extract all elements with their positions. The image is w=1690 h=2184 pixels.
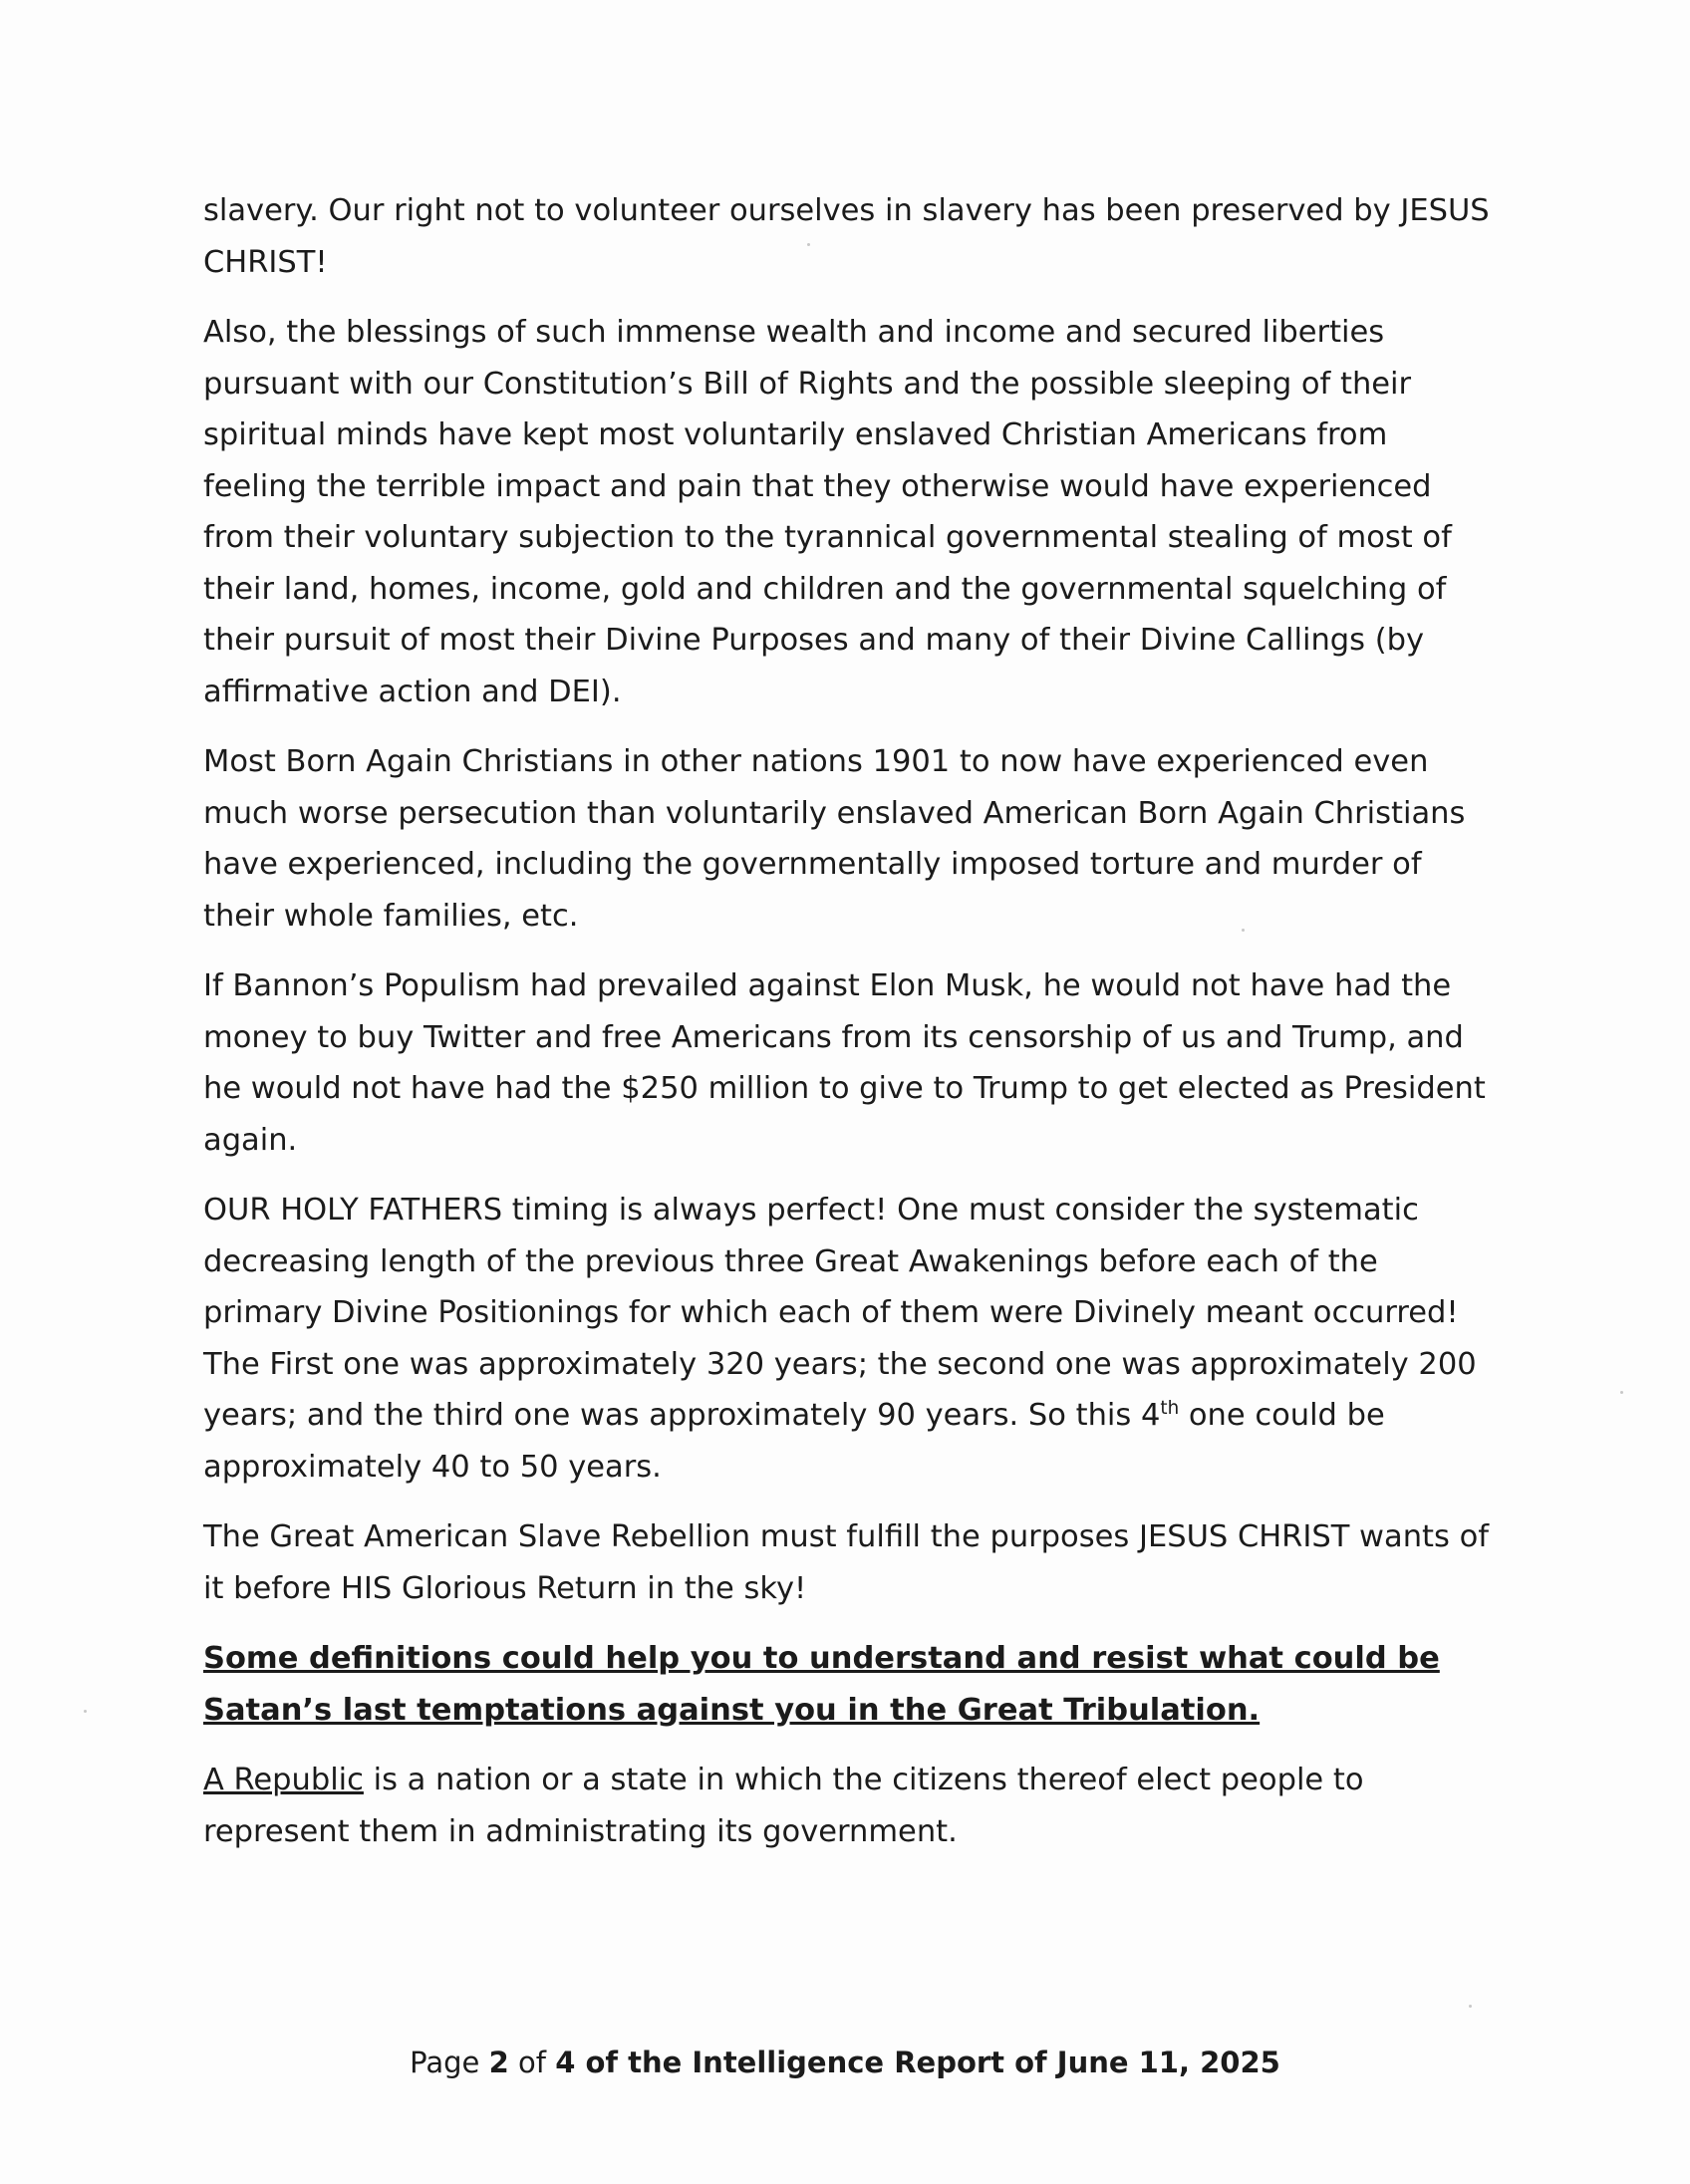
paragraph-bannon: If Bannon’s Populism had prevailed against Elon Musk, he would not have had the money to buy Twitter and free Americans from its censorship of us and Trump, and he would not have had the $250 million to give to Trump to get elected as President again. bbox=[203, 968, 1486, 1158]
scan-speck bbox=[1469, 2005, 1472, 2008]
scan-speck bbox=[807, 243, 810, 246]
body-text bbox=[203, 185, 1499, 1876]
paragraph-rebellion: The Great American Slave Rebellion must fulfill the purposes JESUS CHRIST wants of it before HIS Glorious Return in the sky! bbox=[203, 1519, 1489, 1606]
awakenings-text: OUR HOLY FATHERS timing is always perfect! One must consider the systematic decreasing length of the previous three Great Awakenings before each of the primary Divine Positionings for which each of them were Divinely meant occurred! The First one was approximately 320 years; the second one was approximately 200 years; and the third one was approximately 90 years. So this 4 bbox=[203, 1193, 1477, 1433]
ordinal-superscript: th bbox=[1160, 1397, 1180, 1419]
footer-page-total: 4 bbox=[555, 2046, 576, 2079]
definition-term: A Republic bbox=[203, 1763, 364, 1797]
definition-republic bbox=[203, 1755, 1499, 1857]
definition-text: is a nation or a state in which the citizens thereof elect people to represent them in administrating its government. bbox=[203, 1763, 1364, 1849]
paragraph-persecution: Most Born Again Christians in other nations 1901 to now have experienced even much worse persecution than voluntarily enslaved American Born Again Christians have experienced, including the governmentally imposed torture and murder of their whole families, etc. bbox=[203, 744, 1466, 934]
footer-page-number: 2 bbox=[488, 2046, 509, 2079]
awakenings-text-end: one could be approximately 40 to 50 years. bbox=[203, 1398, 1385, 1485]
footer-of: of bbox=[508, 2046, 556, 2079]
scan-speck bbox=[84, 1710, 87, 1713]
footer-suffix: of the Intelligence Report of June 11, 2025 bbox=[575, 2046, 1280, 2079]
paragraph-blessings: Also, the blessings of such immense wealth and income and secured liberties pursuant with our Constitution’s Bill of Rights and the possible sleeping of their spiritual minds have kept most voluntarily enslaved Christian Americans from feeling the terrible impact and pain that they otherwise would have experienced from their voluntary subjection to the tyrannical governmental stealing of most of their land, homes, income, gold and children and the governmental squelching of their pursuit of most their Divine Purposes and many of their Divine Callings (by affirmative action and DEI). bbox=[203, 315, 1452, 709]
page-footer bbox=[0, 2043, 1690, 2082]
definitions-heading: Some definitions could help you to understand and resist what could be Satan’s last temptations against you in the Great Tribulation. bbox=[203, 1641, 1440, 1728]
paragraph-awakenings bbox=[203, 1185, 1499, 1493]
paragraph-slavery: slavery. Our right not to volunteer ourselves in slavery has been preserved by JESUS CHRIST! bbox=[203, 193, 1490, 280]
footer-prefix: Page bbox=[410, 2046, 489, 2079]
scan-speck bbox=[1620, 1391, 1623, 1394]
scan-speck bbox=[1242, 929, 1245, 932]
